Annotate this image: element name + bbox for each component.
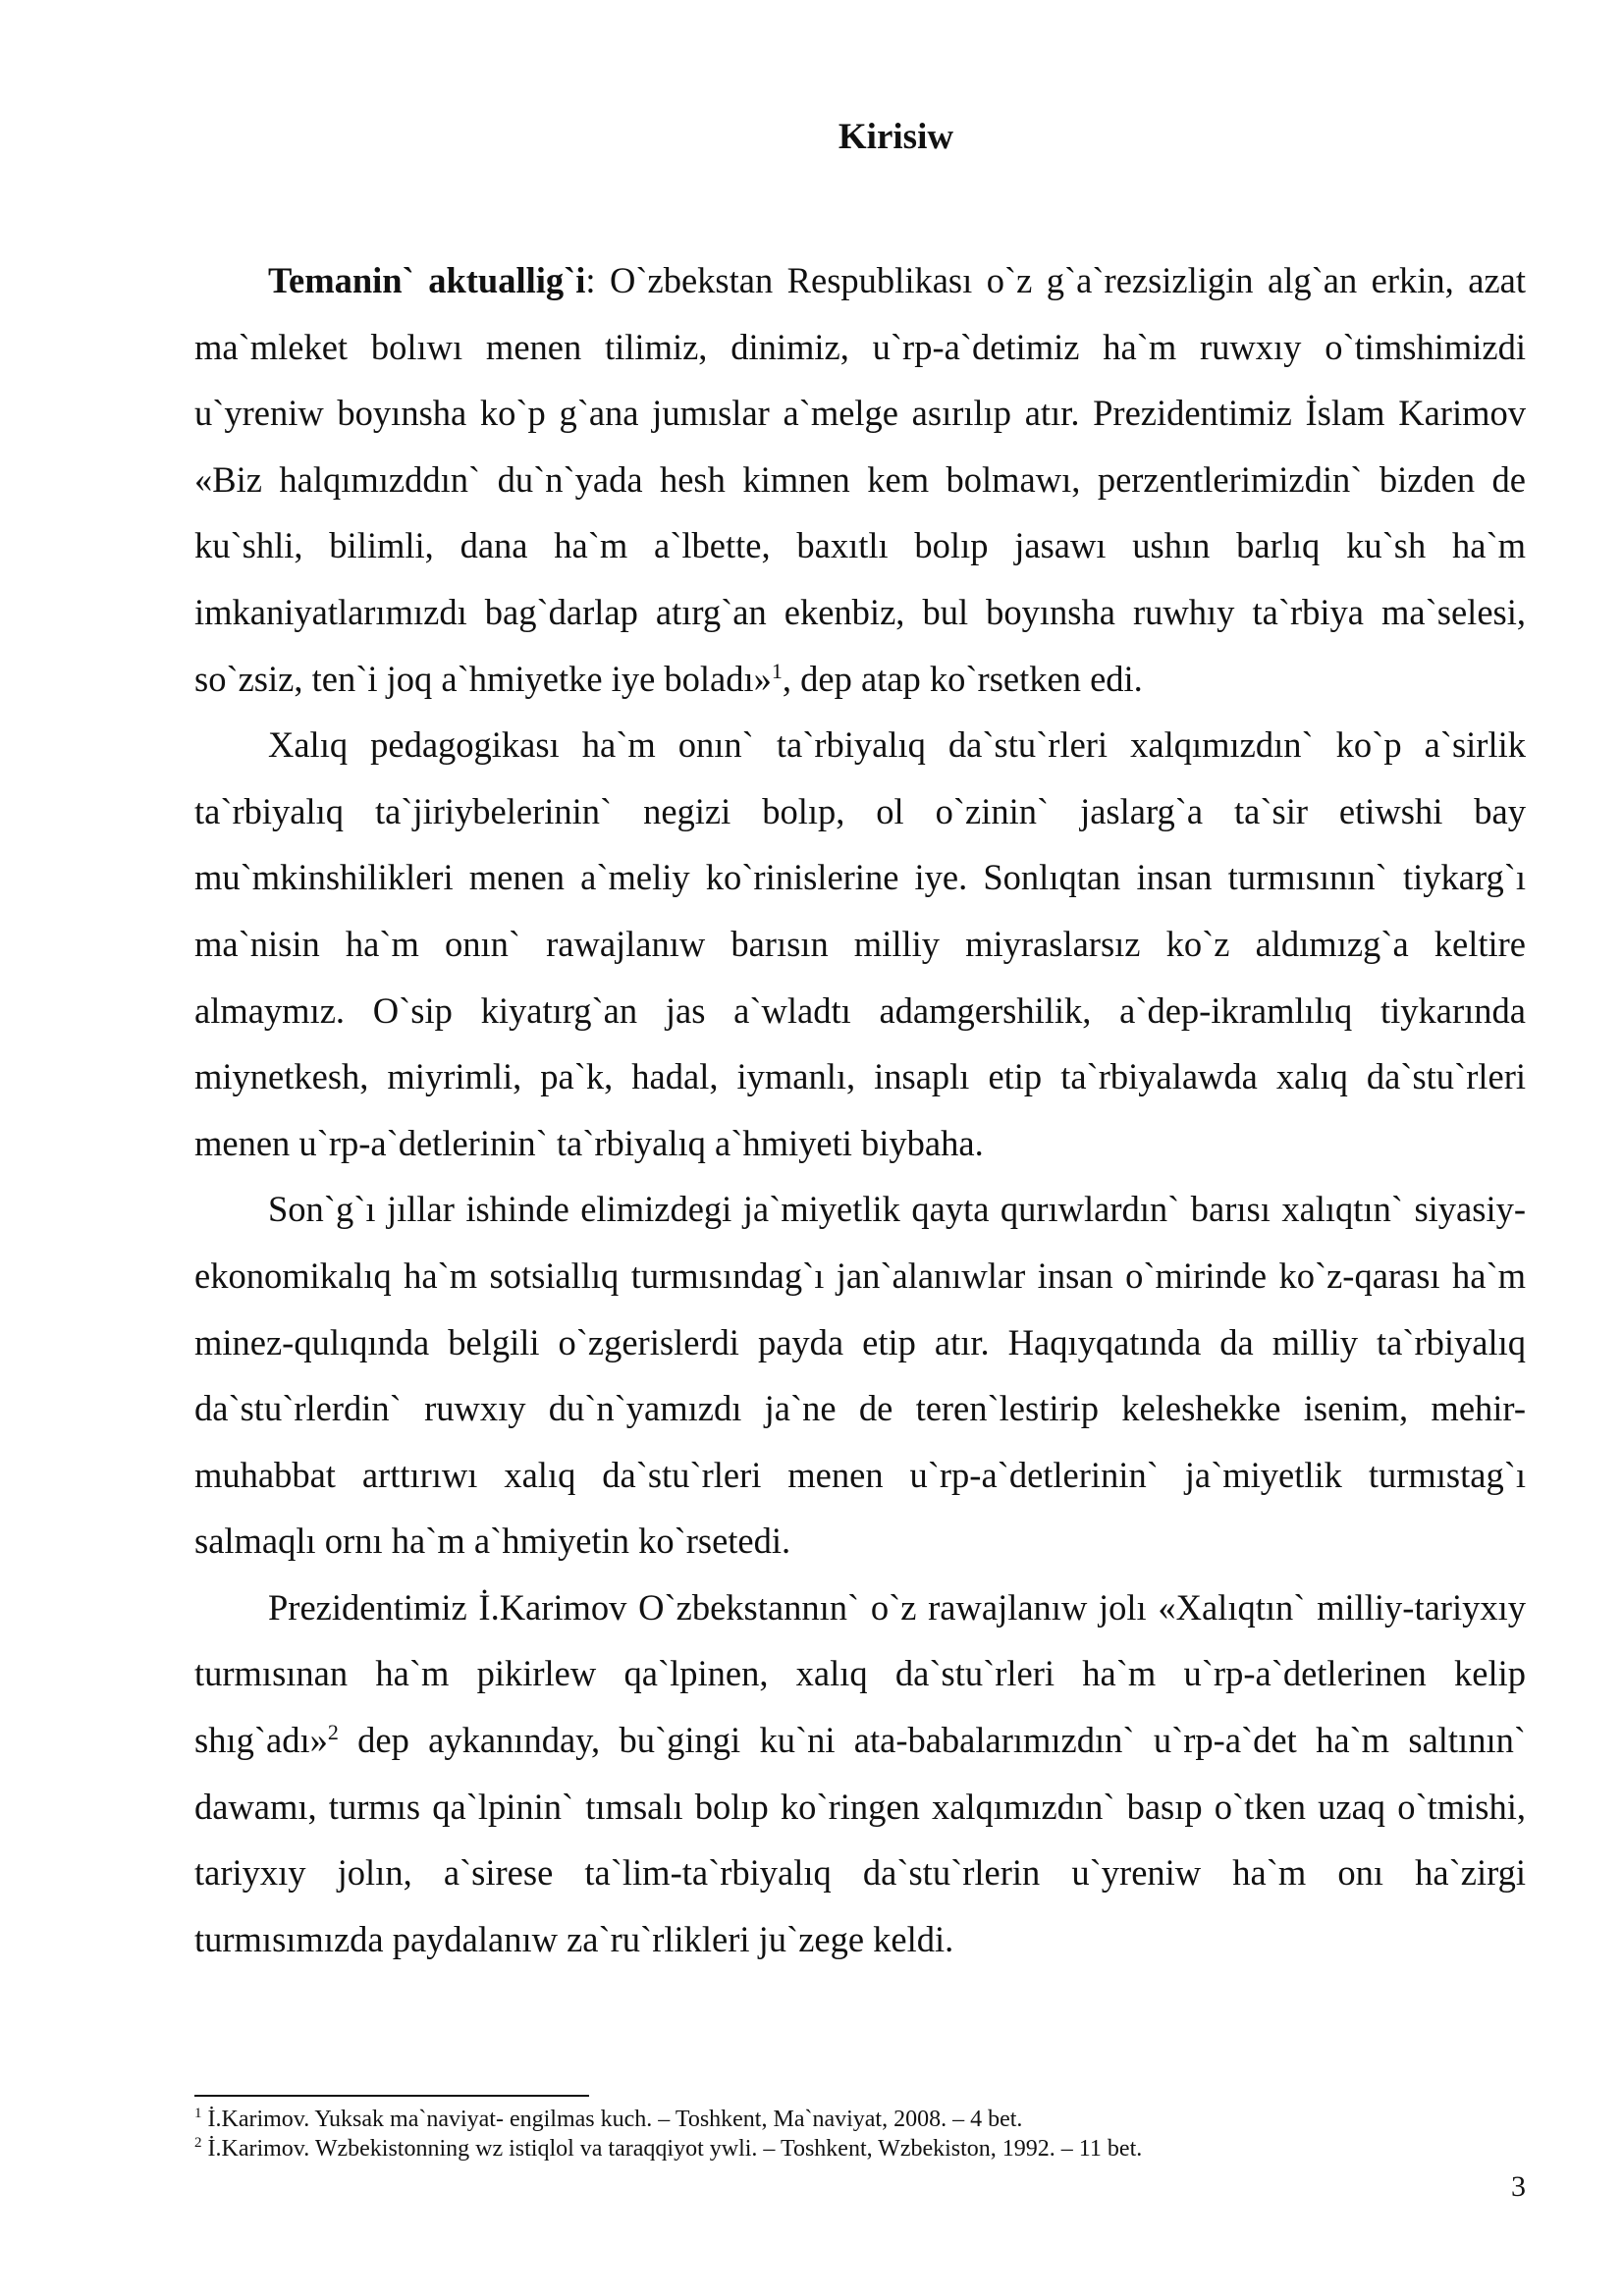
paragraph-4-text-a: Prezidentimiz İ.Karimov O`zbekstannın` o`z rawajlanıw jolı «Xalıqtın` milliy-tariyxıy turmısınan ha`m pikirlew qa`lpinen, xalıq da`stu`rleri ha`m u`rp-a`detlerinen kelip shıg`adı» bbox=[194, 1586, 1526, 1761]
paragraph-3: Son`g`ı jıllar ishinde elimizdegi ja`miyetlik qayta qurıwlardın` barısı xalıqtın` siyasiy-ekonomikalıq ha`m sotsiallıq turmısındag`ı jan`alanıwlar insan o`mirinde ko`z-qarası ha`m minez-qulıqında belgili o`zgerislerdi payda etip atır. Haqıyqatında da milliy ta`rbiyalıq da`stu`rlerdin` ruwxıy du`n`yamızdı ja`ne de teren`lestirip keleshekke isenim, mehir-muhabbat arttırıwı xalıq da`stu`rleri menen u`rp-a`detlerinin` ja`miyetlik turmıstag`ı salmaqlı ornı ha`m a`hmiyetin ko`rsetedi. bbox=[194, 1189, 1526, 1562]
footnote-1-mark: 1 bbox=[194, 2106, 202, 2121]
footnote-2-mark: 2 bbox=[194, 2135, 202, 2151]
body-text bbox=[194, 247, 1526, 1972]
footnote-2-text: İ.Karimov. Wzbekistonning wz istiqlol va taraqqiyot ywli. – Toshkent, Wzbekiston, 1992. – 11 bet. bbox=[201, 2136, 1143, 2162]
footnote-ref-2: 2 bbox=[327, 1719, 339, 1744]
footnote-2 bbox=[194, 2134, 1526, 2163]
footnote-separator bbox=[194, 2095, 589, 2097]
footnotes bbox=[194, 2105, 1526, 2163]
footnote-ref-1: 1 bbox=[771, 658, 783, 683]
footnote-1 bbox=[194, 2105, 1526, 2134]
paragraph-1 bbox=[194, 247, 1526, 712]
paragraph-2: Xalıq pedagogikası ha`m onın` ta`rbiyalıq da`stu`rleri xalqımızdın` ko`p a`sirlik ta`rbiyalıq ta`jiriybelerinin` negizi bolıp, ol o`zinin` jaslarg`a ta`sir etiwshi bay mu`mkinshilikleri menen a`meliy ko`rinislerine iye. Sonlıqtan insan turmısının` tiykarg`ı ma`nisin ha`m onın` rawajlanıw barısın milliy miyraslarsız ko`z aldımızg`a keltire almaymız. O`sip kiyatırg`an jas a`wladtı adamgershilik, a`dep-ikramlılıq tiykarında miynetkesh, miyrimli, pa`k, hadal, iymanlı, insaplı etip ta`rbiyalawda xalıq da`stu`rleri menen u`rp-a`detlerinin` ta`rbiyalıq a`hmiyeti biybaha. bbox=[194, 724, 1526, 1163]
paragraph-1-text-b: , dep atap ko`rsetken edi. bbox=[782, 658, 1143, 699]
paragraph-1-text-a: : O`zbekstan Respublikası o`z g`a`rezsizligin alg`an erkin, azat ma`mleket bolıwı menen tilimiz, dinimiz, u`rp-a`detimiz ha`m ruwxıy o`timshimizdi u`yreniw boyınsha ko`p g`ana jumıslar a`melge asırılıp atır. Prezidentimiz İslam Karimov «Biz halqımızddın` du`n`yada hesh kimnen kem bolmawı, perzentlerimizdin` bizden de ku`shli, bilimli, dana ha`m a`lbette, baxıtlı bolıp jasawı ushın barlıq ku`sh ha`m imkaniyatlarımızdı bag`darlap atırg`an ekenbiz, bul boyınsha ruwhıy ta`rbiya ma`selesi, so`zsiz, ten`i joq a`hmiyetke iye boladı» bbox=[194, 260, 1526, 699]
paragraph-4 bbox=[194, 1575, 1526, 1973]
page-number: 3 bbox=[1511, 2170, 1526, 2203]
footnote-1-text: İ.Karimov. Yuksak ma`naviyat- engilmas kuch. – Toshkent, Ma`naviyat, 2008. – 4 bet. bbox=[201, 2107, 1023, 2132]
topic-relevance-heading: Temanin` aktuallig`i bbox=[268, 260, 586, 300]
page-title: Kirisiw bbox=[838, 117, 954, 157]
paragraph-4-text-b: dep aykanınday, bu`gingi ku`ni ata-babalarımızdın` u`rp-a`det ha`m saltının` dawamı, turmıs qa`lpinin` tımsalı bolıp ko`ringen xalqımızdın` basıp o`tken uzaq o`tmishi, tariyxıy jolın, a`sirese ta`lim-ta`rbiyalıq da`stu`rlerin u`yreniw ha`m onı ha`zirgi turmısımızda paydalanıw za`ru`rlikleri ju`zege keldi. bbox=[194, 1720, 1526, 1959]
